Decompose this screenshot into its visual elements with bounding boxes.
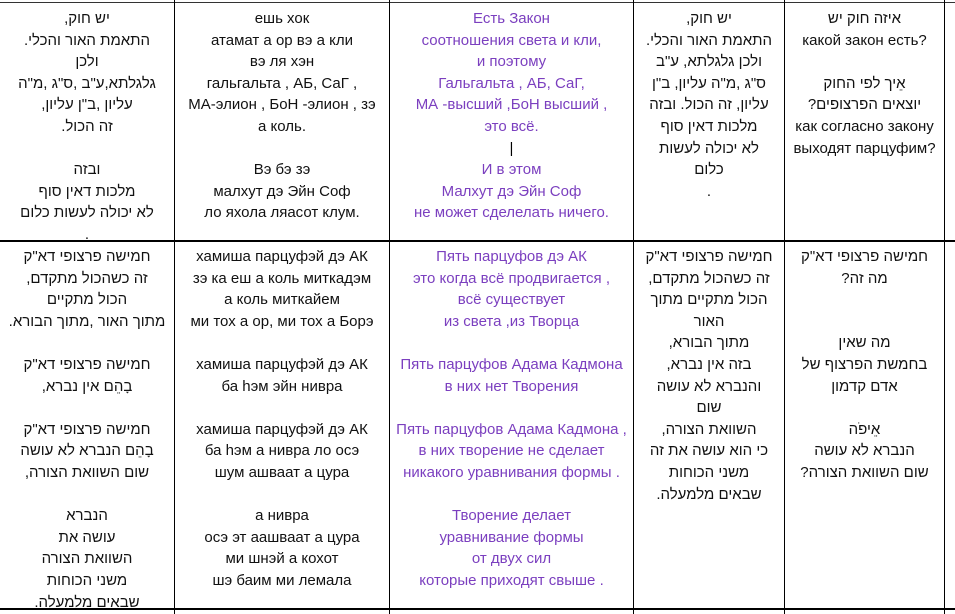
text-line bbox=[390, 484, 633, 506]
text-line: Пять парцуфов Адама Кадмона , bbox=[396, 420, 627, 438]
text-line: לא יכולה לעשות bbox=[659, 139, 759, 157]
text-line: из света ,из Творца bbox=[443, 312, 580, 330]
text-line: עליון ,ב"ן עליון, bbox=[41, 96, 133, 114]
text-line: מתוך האור ,מתוך הבורא. bbox=[8, 312, 166, 330]
text-line: МА-элион , БоН -элион , зэ bbox=[188, 96, 376, 114]
text-line: הכול מתקיים bbox=[46, 291, 128, 309]
text-line bbox=[0, 138, 174, 160]
text-line: ולכן bbox=[75, 53, 99, 71]
text-line: בחמשת הפרצוף של bbox=[801, 355, 928, 373]
text-line: והנברא לא עושה bbox=[656, 377, 762, 395]
text-line: малхут дэ Эйн Соф bbox=[213, 182, 351, 200]
text-line: בָהֵם אין נברא, bbox=[41, 377, 133, 395]
row1-hebrew-left-cell bbox=[634, 8, 784, 202]
text-line: ובזה bbox=[73, 161, 101, 179]
text-line: Гальгальта , АБ, СаГ, bbox=[438, 74, 585, 92]
text-line: ешь хок bbox=[254, 10, 310, 27]
text-line: זה הכול. bbox=[61, 117, 113, 135]
text-line bbox=[785, 289, 944, 311]
text-line: а нивра bbox=[255, 507, 309, 525]
text-line: . bbox=[84, 225, 90, 243]
text-line: שום השוואת הצורה? bbox=[800, 463, 929, 481]
text-line: . bbox=[706, 182, 712, 200]
text-line: השוואת הצורה bbox=[41, 550, 133, 568]
text-line: всё существует bbox=[457, 291, 566, 309]
column-divider bbox=[944, 0, 945, 614]
text-line: מתוך הבורא, bbox=[668, 334, 750, 352]
text-line: שום השוואת הצורה, bbox=[24, 463, 150, 481]
text-line: | bbox=[509, 139, 514, 157]
text-line bbox=[390, 397, 633, 419]
text-line: хамиша парцуфэй дэ АК bbox=[196, 420, 368, 438]
text-line: שום bbox=[696, 399, 722, 417]
text-line: уравнивание формы bbox=[439, 528, 584, 546]
text-line bbox=[0, 484, 174, 506]
text-line bbox=[175, 484, 389, 506]
text-line bbox=[390, 332, 633, 354]
text-line: Творение делает bbox=[452, 507, 571, 525]
text-line: Пять парцуфов дэ АК bbox=[436, 248, 587, 265]
row2-hebrew-right-cell bbox=[0, 246, 174, 613]
text-line: выходят парцуфим? bbox=[793, 139, 936, 157]
text-line bbox=[785, 311, 944, 333]
text-line: ולכן גלגלתא, ע"ב bbox=[655, 53, 762, 71]
text-line: вэ ля хэн bbox=[249, 53, 315, 71]
text-line: חמישה פרצופי דא"ק bbox=[800, 248, 929, 265]
text-line: יוצאים הפרצופים? bbox=[807, 96, 922, 114]
text-line: גלגלתא,ע"ב ,ס"ג ,מ"ה bbox=[18, 74, 156, 92]
text-line: זה כשהכול מתקדם, bbox=[26, 269, 148, 287]
text-line: מלכות דאין סוף bbox=[660, 117, 758, 135]
text-line: זה כשהכול מתקדם, bbox=[648, 269, 770, 287]
text-line: האור bbox=[693, 312, 725, 330]
text-line: משני הכוחות bbox=[668, 463, 750, 481]
text-line: гальгальта , АБ, СаГ , bbox=[206, 74, 358, 92]
text-line: Вэ бэ зэ bbox=[253, 161, 311, 179]
text-line: и поэтому bbox=[476, 53, 547, 71]
text-line: это когда всё продвигается , bbox=[412, 269, 611, 287]
text-line: חמישה פרצופי דא"ק bbox=[23, 420, 151, 438]
text-line: חמישה פרצופי דא"ק bbox=[645, 248, 773, 265]
text-line: зэ ка еш а коль миткадэм bbox=[192, 269, 372, 287]
text-line: Малхут дэ Эйн Соф bbox=[441, 182, 582, 200]
text-line: בזה אין נברא, bbox=[666, 355, 752, 373]
text-line: хамиша парцуфэй дэ АК bbox=[196, 248, 368, 265]
text-line: משני הכוחות bbox=[46, 571, 128, 589]
text-line: אדם קדמון bbox=[831, 377, 898, 395]
row1-transliteration-cell bbox=[175, 8, 389, 224]
text-line: шум ашваат а цура bbox=[214, 463, 350, 481]
text-line: איזה חוק יש bbox=[827, 10, 902, 27]
text-line: атамат а ор вэ а кли bbox=[211, 31, 353, 49]
text-line: עושה את bbox=[58, 528, 116, 546]
text-line: МА -высший ,БоН высший , bbox=[415, 96, 608, 114]
text-line: עליון, זה הכול. ובזה bbox=[649, 96, 769, 114]
text-line: ми шнэй а кохот bbox=[225, 550, 339, 568]
text-line: ба hэм эйн нивра bbox=[221, 377, 343, 395]
text-line: а коль. bbox=[258, 117, 306, 135]
text-line: שבאים מלמעלה. bbox=[656, 485, 762, 503]
text-line bbox=[785, 397, 944, 419]
text-line: חמישה פרצופי דא"ק bbox=[23, 248, 151, 265]
text-line: И в этом bbox=[481, 161, 542, 179]
text-line: יש חוק, bbox=[686, 10, 732, 27]
text-line: כלום bbox=[694, 161, 724, 179]
text-line: как согласно закону bbox=[795, 117, 934, 135]
row2-hebrew-left-cell bbox=[634, 246, 784, 505]
text-line: הנברא bbox=[66, 507, 108, 525]
text-line: השוואת הצורה, bbox=[661, 420, 757, 438]
text-line: כי הוא עושה את זה bbox=[649, 442, 769, 460]
text-line: מלכות דאין סוף bbox=[38, 182, 136, 200]
text-line: יש חוק, bbox=[64, 10, 110, 27]
row2-transliteration-cell bbox=[175, 246, 389, 592]
text-line: шэ баим ми лемала bbox=[212, 571, 352, 589]
text-line: не может сделелать ничего. bbox=[414, 204, 609, 222]
text-line: которые приходят свыше . bbox=[419, 571, 604, 589]
text-line: הכול מתקיים מתוך bbox=[650, 291, 768, 309]
text-line: Есть Закон bbox=[473, 10, 550, 27]
text-line bbox=[0, 397, 174, 419]
text-line: ס"ג ,מ"ה עליון, ב"ן bbox=[651, 74, 767, 92]
text-line: התאמת האור והכלי. bbox=[645, 31, 773, 49]
text-line: שבאים מלמעלה. bbox=[34, 593, 140, 611]
text-line: ми тох а ор, ми тох а Борэ bbox=[190, 312, 374, 330]
text-line: соотношения света и кли, bbox=[421, 31, 602, 49]
text-line: от двух сил bbox=[471, 550, 552, 568]
text-line: ло яхола ляасот клум. bbox=[204, 204, 360, 222]
row-separator-top bbox=[0, 2, 955, 3]
row1-hebrew-right-cell bbox=[0, 8, 174, 246]
text-line: לא יכולה לעשות כלום bbox=[20, 204, 154, 222]
text-line: אֵיך לפי החוק bbox=[823, 74, 906, 92]
text-line bbox=[0, 332, 174, 354]
text-line: Пять парцуфов Адама Кадмона bbox=[400, 355, 623, 373]
text-line: התאמת האור והכלי. bbox=[23, 31, 151, 49]
text-line: בָהֵם הנברא לא עושה bbox=[20, 442, 154, 460]
row1-russian-cell bbox=[390, 8, 633, 224]
row2-russian-cell bbox=[390, 246, 633, 592]
text-line bbox=[175, 332, 389, 354]
text-line: это всё. bbox=[484, 117, 539, 135]
text-line: какой закон есть? bbox=[802, 31, 927, 49]
text-line: а коль миткайем bbox=[224, 291, 340, 309]
text-line bbox=[175, 138, 389, 160]
text-line bbox=[175, 397, 389, 419]
text-line: ба hэм а нивра ло осэ bbox=[204, 442, 360, 460]
text-line bbox=[785, 51, 944, 73]
text-line: חמישה פרצופי דא"ק bbox=[23, 355, 151, 373]
text-line: מה שאין bbox=[838, 334, 891, 352]
row2-question-cell bbox=[785, 246, 944, 484]
text-line: хамиша парцуфэй дэ АК bbox=[196, 355, 368, 373]
text-line: в них творение не сделает bbox=[418, 442, 605, 460]
text-line: הנברא לא עושה bbox=[814, 442, 915, 460]
row1-question-cell bbox=[785, 8, 944, 159]
text-line: אֵיפֹה bbox=[848, 420, 881, 438]
text-line: в них нет Творения bbox=[444, 377, 579, 395]
text-line: מה זה? bbox=[841, 269, 888, 287]
text-line: никакого уравнивания формы . bbox=[403, 463, 620, 481]
text-line: осэ эт аашваат а цура bbox=[204, 528, 360, 546]
